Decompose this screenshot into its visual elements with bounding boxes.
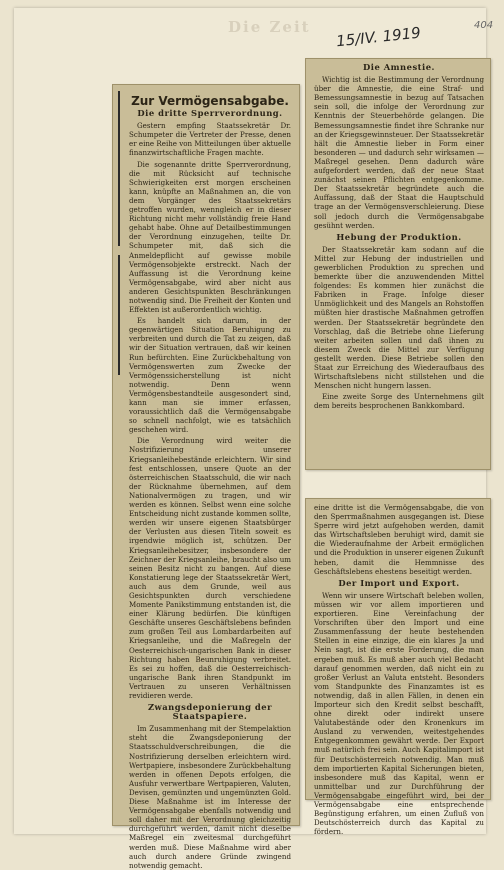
section-heading: Zwangsdeponierung der Staatspapiere. xyxy=(147,702,273,722)
paragraph: Im Zusammenhang mit der Stempelaktion steht die Zwangsdeponierung der Staatsschuldverschreibungen, die die Nostrifizierung derselben erleichtern wird. Wertpapiere, insbesondere Zurückbehaltung werden in offenen Depots erfolgen, die Ausfuhr verwertbare Wertpapieren, Valuten, Devisen, gemünzten und ungemünzten Gold. Diese Maßnahme ist im Interesse der Vermögensabgabe ebenfalls notwendig und soll daher mit der Verordnung gleichzeitig durchgeführt werden, damit nicht dieselbe Maßregel ein zweitesmal durchgeführt werden muß. Diese Maßnahme wird aber auch durch andere Gründe zwingend notwendig gemacht. xyxy=(129,724,291,870)
margin-mark xyxy=(118,91,120,246)
paragraph: Der Staatssekretär kam sodann auf die Mittel zur Hebung der industriellen und gewerblichen Produktion zu sprechen und bemerkte über die anzuwendenden Mittel folgendes: Es kommen hier zunächst die Fabriken in Frage. Infolge dieser Unmöglichkeit und des Mangels an Rohstoffen müßten hier drastische Maßnahmen getroffen werden. Der Staatssekretär begründete den Vorschlag, daß die Betriebe ohne Lieferung weiter arbeiten sollen und daß ihnen zu diesem Zweck die Mittel zur Verfügung gestellt werden. Diese Betriebe sollen den Staat zur Erreichung des Wiederaufbaus des Wirtschaftslebens nicht stillstehen und die Menschen nicht hungern lassen. xyxy=(314,244,484,391)
margin-mark xyxy=(118,255,120,375)
paragraph: Gestern empfing Staatssekretär Dr. Schumpeter die Vertreter der Presse, denen er eine Reihe von Mitteilungen über aktuelle finanzwirtschaftliche Fragen machte. xyxy=(129,121,291,158)
article-subtitle: Die dritte Sperrverordnung. xyxy=(137,108,283,119)
paragraph: Eine zweite Sorge des Unternehmens gilt dem bereits besprochenen Bankkombard. xyxy=(314,392,484,411)
clipping-right-top xyxy=(305,58,491,470)
section-heading: Der Import und Export. xyxy=(338,577,460,588)
paragraph: Es handelt sich darum, in der gegenwärtigen Situation Beruhigung zu verbreiten und durch die Tat zu zeigen, daß wir der Situation vertrauen, daß wir keinen Run befürchten. Eine Zurückbehaltung von Vermögenswerten zum Zwecke der Vermögenssicherstellung ist nicht notwendig. Denn wenn Vermögensbestandteile ausgesondert sind, kann man sie immer erfassen, voraussichtlich daß die Vermögensabgabe so schnell nachfolgt, wie es tatsächlich geschehen wird. xyxy=(129,316,291,435)
paragraph: Die sogenannte dritte Sperrverordnung, die mit Rücksicht auf technische Schwierigkeiten erst morgen erscheinen kann, knüpfte an Maßnahmen an, die von dem Vorgänger des Staatssekretärs getroffen wurden, wenngleich er in dieser Richtung nicht mehr vollständig freie Hand gehabt habe. Ohne auf Detailbestimmungen der Verordnung einzugehen, teilte Dr. Schumpeter mit, daß sich die Anmeldepflicht auf gewisse mobile Vermögensobjekte erstreckt. Nach der Auffassung ist die Verordnung keine Vermögensabgabe, wird aber nicht aus anderen Gesichtspunkten Beschränkungen notwendig sind. Die Freiheit der Konten und Effekten ist außerordentlich wichtig. xyxy=(129,159,291,315)
section-heading: Die Amnestie. xyxy=(363,62,435,72)
paragraph: Wenn wir unsere Wirtschaft beleben wollen, müssen wir vor allem importieren und exportieren. Eine Vereinfachung der Vorschriften über den Import und eine Zusammenfassung der heute bestehenden Stellen in eine einzige, die ein klares Ja und Nein sagt, ist die erste Forderung, die man ergeben muß. Es muß aber auch viel Bedacht darauf genommen werden, daß nicht ein zu großer Verlust an Valuta entsteht. Besonders vom Standpunkte des Finanzamtes ist es notwendig, daß in allen Fällen, in denen ein Importeur sich den Kredit selbst beschafft, ohne direkt oder indirekt unsere Valutabestände oder den Kronenkurs im Ausland zu verwenden, weitestgehendes Entgegenkommen gewährt werde. Der Export muß natürlich frei sein. Auch Kapitalimport ist für Deutschösterreich notwendig. Man muß dem importierten Kapital Sicherungen bieten, insbesondere muß das Kapital, wenn er unmittelbar und zur Durchführung der Vermögensabgabe eingeführt wird, bei der Vermögensabgabe eine entsprechende Begünstigung erfahren, um einen Zufluß von Deutschösterreich durch das Kapital zu fördern. xyxy=(314,590,484,837)
masthead: Die Zeit xyxy=(228,18,311,36)
corner-mark: 404 xyxy=(474,20,494,31)
article-title: Zur Vermögensabgabe. xyxy=(131,94,289,108)
handwritten-date: 15/IV. 1919 xyxy=(335,23,422,51)
clipping-right-bottom xyxy=(305,498,491,837)
paragraph: eine dritte ist die Vermögensabgabe, die von den Sperrmaßnahmen ausgegangen ist. Diese Sperre wird jetzt aufgehoben werden, damit das Wirtschaftsleben beruhigt wird, damit sie die Wiederaufnahme der Arbeit ermöglichen und die Produktion in unserer eigenen Zukunft heben, damit die Hemmnisse des Geschäftslebens ehestens beseitigt werden. xyxy=(314,503,484,576)
section-heading: Hebung der Produktion. xyxy=(336,231,462,242)
clipping-left xyxy=(112,84,300,870)
paragraph: Die Verordnung wird weiter die Nostrifizierung unserer Kriegsanleihebestände erleichtern. Wir sind fest entschlossen, unsere Quote an der österreichischen Staatsschuld, die wir nach der Rücknahme übernehmen, auf dem Nationalvermögen zu tragen, und wir werden es können. Selbst wenn eine solche Entscheidung nicht zustande kommen sollte, werden wir unsere eigenen Staatsbürger der Verlusten aus diesen Titeln soweit es irgendwie möglich ist, schützen. Der Kriegsanleihebesitzer, insbesondere der Zeichner der Kriegsanleihe, braucht also um seinen Besitz nicht zu bangen. Auf diese Konstatierung lege der Staatssekretär Wert, auch aus dem Grunde, weil aus Gesichtspunkten durch verschiedene Momente Panikstimmung entstanden ist, die einer Klärung bedürfen. Die künftigen Geschäfte unseres Geschäftslebens befinden zum großen Teil aus Lombardarbeiten auf Kriegsanleihe, und die Maßregeln der Oesterreichisch-ungarischen Bank in dieser Richtung haben Beunruhigung verbreitet. Es sei zu hoffen, daß die Oesterreichisch-ungarische Bank ihren Standpunkt im Vertrauen zu unseren Verhältnissen revidieren werde. xyxy=(129,436,291,700)
paragraph: Wichtig ist die Bestimmung der Verordnung über die Amnestie, die eine Straf- und Bemessungsamnestie in bezug auf Tatsachen sein soll, die infolge der Verordnung zur Kenntnis der Steuerbehörde gelangen. Die Bemessungsamnestie findet ihre Schranke nur an der Kriegsgewinnsteuer. Der Staatssekretär hält die Amnestie lieber in Form einer besonderen — und dadurch sehr wirksamen — Maßregel gesehen. Denn dadurch wäre aufgefordert werden, daß der neue Staat zunächst seinen Pflichten entgegenkomme. Der Staatssekretär begründete auch die Auffassung, daß der Staat die Hauptschuld trage an der Vermögensverschleierung. Diese soll jedoch durch die Vermögensabgabe gesühnt werden. xyxy=(314,75,484,230)
